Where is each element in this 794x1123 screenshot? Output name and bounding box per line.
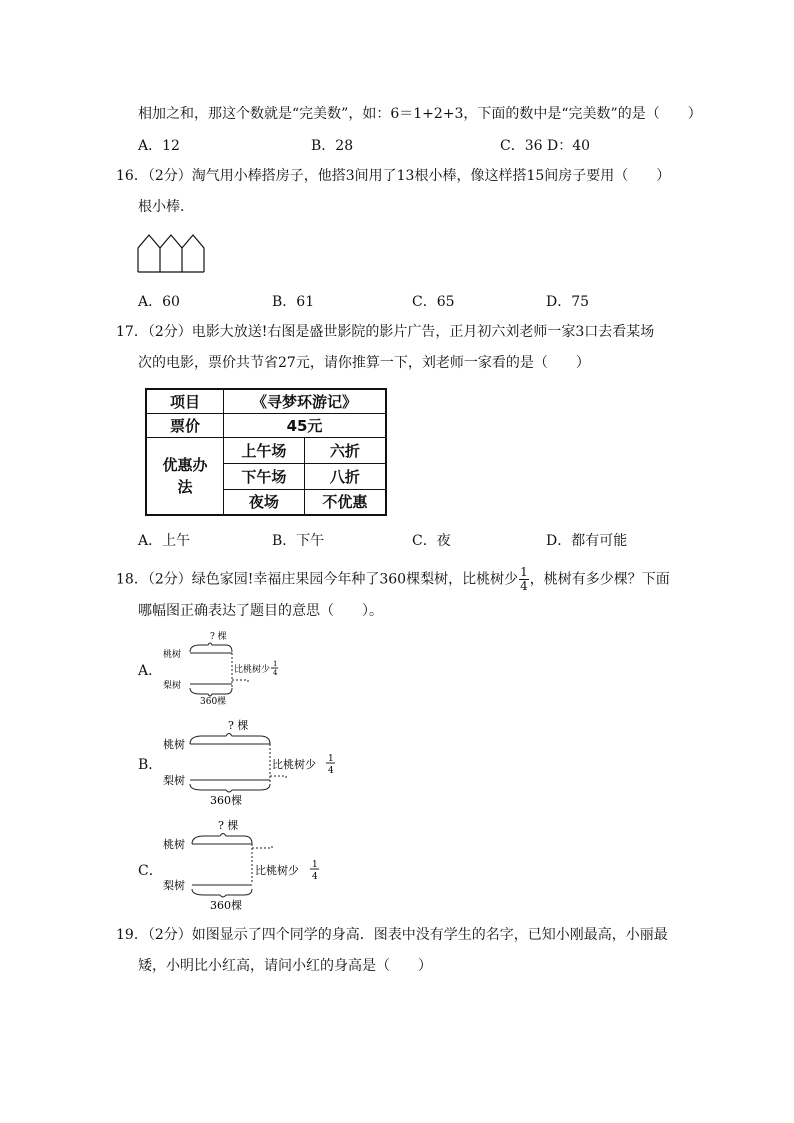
svg-text:梨树: 梨树 xyxy=(163,774,185,787)
q16-option-a[interactable]: A．60 xyxy=(138,294,180,310)
table-session-afternoon: 下午场 xyxy=(224,463,305,489)
q18-line1 xyxy=(116,566,670,593)
q17-option-c[interactable]: C．夜 xyxy=(412,533,451,549)
q16-option-b[interactable]: B．61 xyxy=(272,294,315,310)
svg-text:梨树: 梨树 xyxy=(163,681,182,691)
movie-ad-table xyxy=(145,388,387,516)
table-session-morning: 上午场 xyxy=(224,437,305,463)
svg-text:? 棵: ? 棵 xyxy=(218,819,239,832)
svg-text:桃树: 桃树 xyxy=(163,650,182,660)
svg-text:比桃树少: 比桃树少 xyxy=(234,665,271,675)
q18-fraction: $\frac{1}{4}$ xyxy=(520,565,528,593)
table-movie-title: 《寻梦环游记》 xyxy=(224,389,387,413)
q16-line2: 根小棒． xyxy=(138,199,194,215)
q19-line2: 矮，小明比小红高，请问小红的身高是（ ） xyxy=(138,958,432,974)
q15-option-b[interactable]: B．28 xyxy=(311,138,354,154)
svg-text:4: 4 xyxy=(273,669,278,677)
svg-text:比桃树少: 比桃树少 xyxy=(272,758,316,771)
svg-text:1: 1 xyxy=(328,754,334,764)
q18-line1-pre: 18．（2分）绿色家园!幸福庄果园今年种了360棵梨树，比桃树少 xyxy=(116,571,519,588)
svg-text:梨树: 梨树 xyxy=(163,879,185,892)
svg-text:桃树: 桃树 xyxy=(163,738,185,751)
house-stick-figure xyxy=(136,232,216,274)
q15-text: 相加之和，那这个数就是“完美数”，如：6＝1+2+3，下面的数中是“完美数”的是（ ） xyxy=(138,106,702,122)
q17-line1: 17．（2分）电影大放送!右图是盛世影院的影片广告，正月初六刘老师一家3口去看某场 xyxy=(116,324,655,340)
svg-text:? 棵: ? 棵 xyxy=(210,632,227,642)
svg-text:360棵: 360棵 xyxy=(210,899,242,912)
q18-line1-post: ，桃树有多少棵？下面 xyxy=(529,571,670,588)
q16-option-c[interactable]: C．65 xyxy=(412,294,455,310)
svg-text:360棵: 360棵 xyxy=(210,794,242,807)
svg-text:? 棵: ? 棵 xyxy=(228,719,249,732)
table-discount-morning: 六折 xyxy=(304,437,386,463)
table-price: 45元 xyxy=(224,413,387,437)
diagram-c xyxy=(160,816,340,912)
svg-text:4: 4 xyxy=(328,766,334,776)
svg-text:1: 1 xyxy=(312,860,318,870)
table-discount-afternoon: 八折 xyxy=(304,463,386,489)
q18-option-c[interactable]: C． xyxy=(138,863,163,879)
q15-option-c[interactable]: C．36 D：40 xyxy=(500,138,591,154)
q15-option-a[interactable]: A．12 xyxy=(138,138,180,154)
q17-option-a[interactable]: A．上午 xyxy=(138,533,191,549)
svg-text:360棵: 360棵 xyxy=(200,697,227,707)
q17-line2: 次的电影，票价共节省27元，请你推算一下，刘老师一家看的是（ ） xyxy=(138,355,590,371)
q16-option-d[interactable]: D．75 xyxy=(546,294,590,310)
table-price-label: 票价 xyxy=(146,413,224,437)
diagram-a xyxy=(160,628,280,708)
svg-text:桃树: 桃树 xyxy=(163,838,185,851)
q18-line2: 哪幅图正确表达了题目的意思（ ）。 xyxy=(138,603,383,619)
svg-text:比桃树少: 比桃树少 xyxy=(255,864,299,877)
q19-line1: 19．（2分）如图显示了四个同学的身高．图表中没有学生的名字，已知小刚最高，小丽最 xyxy=(116,927,668,943)
table-discount-night: 不优惠 xyxy=(304,489,386,515)
q17-option-d[interactable]: D．都有可能 xyxy=(546,533,628,549)
svg-text:4: 4 xyxy=(312,872,318,882)
table-session-night: 夜场 xyxy=(224,489,305,515)
q18-option-b[interactable]: B． xyxy=(138,757,163,773)
table-discount-label: 优惠办法 xyxy=(146,437,224,515)
q16-line1: 16．（2分）淘气用小棒搭房子，他搭3间用了13根小棒，像这样搭15间房子要用（ ） xyxy=(116,168,671,184)
q17-option-b[interactable]: B．下午 xyxy=(272,533,325,549)
svg-text:1: 1 xyxy=(273,660,278,668)
table-item-label: 项目 xyxy=(146,389,224,413)
diagram-b xyxy=(160,716,340,808)
q18-option-a[interactable]: A． xyxy=(138,663,163,679)
